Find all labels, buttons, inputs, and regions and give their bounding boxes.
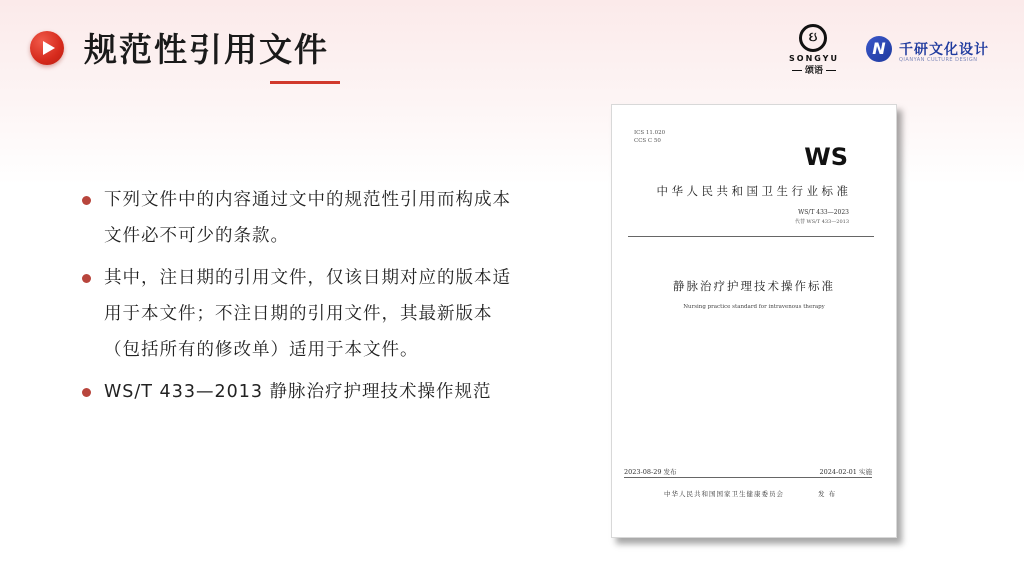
doc-rule-top: [628, 236, 874, 237]
qianyan-logo-en: QIANYAN CULTURE DESIGN: [899, 57, 978, 63]
bullet-item-2: 其中，注日期的引用文件，仅该日期对应的版本适用于本文件；不注日期的引用文件，其最新版本（包括所有的修改单）适用于本文件。: [80, 260, 520, 368]
doc-ics: ICS 11.020: [634, 130, 666, 136]
doc-rule-bottom: [624, 477, 872, 478]
bullet-item-3: WS/T 433—2013 静脉治疗护理技术操作规范: [80, 374, 520, 410]
page-title: 规范性引用文件: [84, 30, 329, 69]
doc-ccs: CCS C 50: [634, 138, 661, 144]
songyu-logo: [786, 24, 842, 76]
doc-implement-date: 2024-02-01 实施: [819, 468, 872, 476]
qianyan-n-icon: N: [866, 36, 892, 62]
doc-org-line: 中华人民共和国卫生行业标准: [656, 184, 852, 198]
title-underline: [270, 81, 340, 84]
doc-publisher: 中华人民共和国国家卫生健康委员会: [664, 490, 784, 498]
doc-title-en: Nursing practice standard for intravenous therapy: [683, 304, 825, 310]
songyu-logo-cn: 颂语: [786, 63, 842, 76]
doc-replaces: 代替 WS/T 433—2013: [794, 219, 849, 225]
qianyan-logo: [866, 36, 996, 66]
songyu-logo-en: SONGYU: [789, 54, 839, 63]
doc-number: WS/T 433—2023: [798, 209, 849, 216]
standard-document-cover: [611, 104, 897, 538]
doc-code: WS: [804, 143, 848, 171]
doc-title-cn: 静脉治疗护理技术操作标准: [673, 279, 835, 293]
songyu-logo-mark-icon: ઇ: [799, 24, 827, 52]
qianyan-logo-cn: 千研文化设计: [899, 42, 989, 58]
bullet-item-1: 下列文件中的内容通过文中的规范性引用而构成本文件必不可少的条款。: [80, 182, 520, 254]
doc-issue-date: 2023-08-29 发布: [624, 468, 677, 476]
play-icon: [30, 31, 64, 65]
bullet-list: [80, 182, 520, 416]
doc-publish-word: 发 布: [818, 490, 837, 498]
